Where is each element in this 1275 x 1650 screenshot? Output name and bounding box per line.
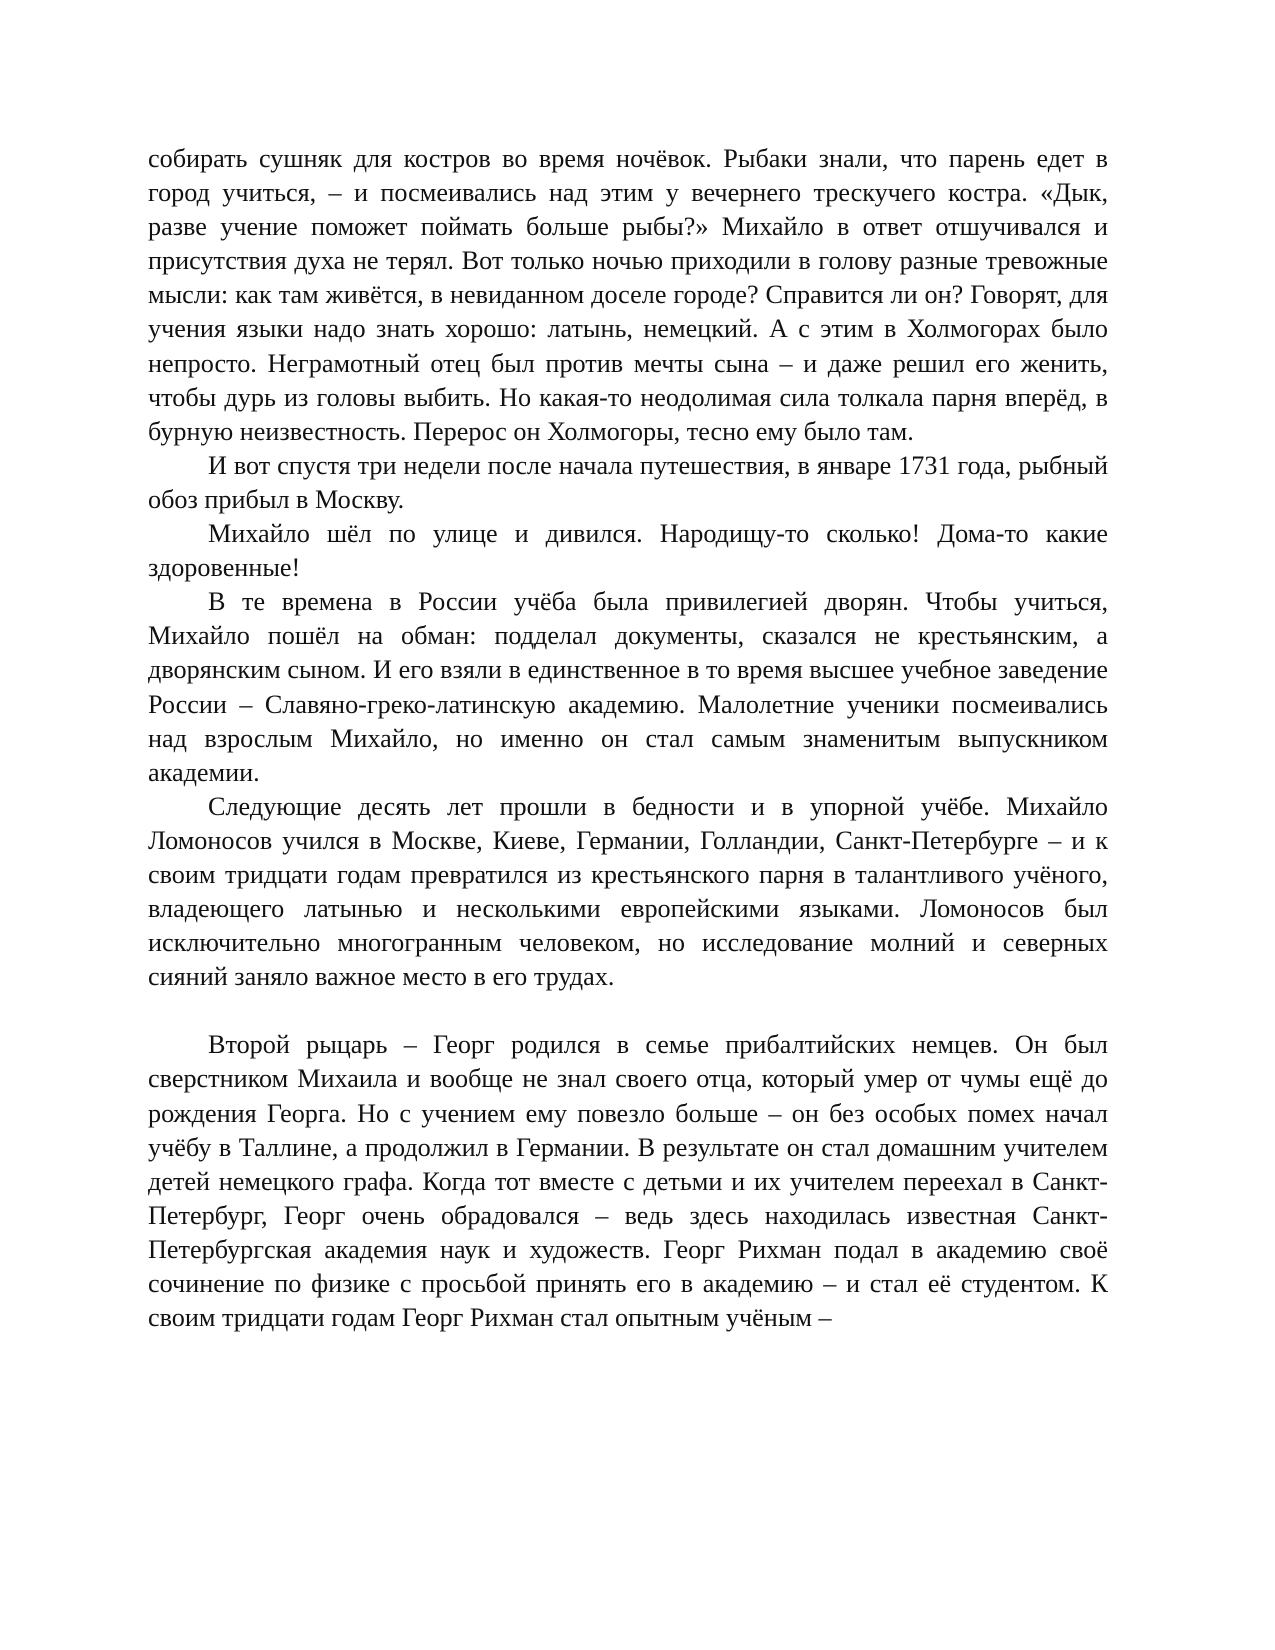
document-page [148,142,1108,1335]
paragraph-1: собирать сушняк для костров во время ночёвок. Рыбаки знали, что парень едет в город учиться, – и посмеивались над этим у вечернего трескучего костра. «Дык, разве учение поможет поймать больше рыбы?» Михайло в ответ отшучивался и присутствия духа не терял. Вот только ночью приходили в голову разные тревожные мысли: как там живётся, в невиданном доселе городе? Справится ли он? Говорят, для учения языки надо знать хорошо: латынь, немецкий. А с этим в Холмогорах было непросто. Неграмотный отец был против мечты сына – и даже решил его женить, чтобы дурь из головы выбить. Но какая-то неодолимая сила толкала парня вперёд, в бурную неизвестность. Перерос он Холмогоры, тесно ему было там. [148,144,1108,446]
paragraph-5: Следующие десять лет прошли в бедности и в упорной учёбе. Михайло Ломоносов учился в Москве, Киеве, Германии, Голландии, Санкт-Петербурге – и к своим тридцати годам превратился из крестьянского парня в талантливого учёного, владеющего латынью и несколькими европейскими языками. Ломоносов был исключительно многогранным человеком, но исследование молний и северных сияний заняло важное место в его трудах. [148,791,1108,992]
paragraph-6: Второй рыцарь – Георг родился в семье прибалтийских немцев. Он был сверстником Михаила и вообще не знал своего отца, который умер от чумы ещё до рождения Георга. Но с учением ему повезло больше – он без особых помех начал учёбу в Таллине, а продолжил в Германии. В результате он стал домашним учителем детей немецкого графа. Когда тот вместе с детьми и их учителем переехал в Санкт-Петербург, Георг очень обрадовался – ведь здесь находилась известная Санкт-Петербургская академия наук и художеств. Георг Рихман подал в академию своё сочинение по физике с просьбой принять его в академию – и стал её студентом. К своим тридцати годам Георг Рихман стал опытным учёным – [148,1030,1108,1333]
paragraph-2: И вот спустя три недели после начала путешествия, в январе 1731 года, рыбный обоз прибыл в Москву. [148,450,1108,514]
section-spacer [148,994,1108,1028]
paragraph-3: Михайло шёл по улице и дивился. Народищу-то сколько! Дома-то какие здоровенные! [148,519,1108,583]
paragraph-4: В те времена в России учёба была привилегией дворян. Чтобы учиться, Михайло пошёл на обман: подделал документы, сказался не крестьянским, а дворянским сыном. И его взяли в единственное в то время высшее учебное заведение России – Славяно-греко-латинскую академию. Малолетние ученики посмеивались над взрослым Михайло, но именно он стал самым знаменитым выпускником академии. [148,587,1108,787]
